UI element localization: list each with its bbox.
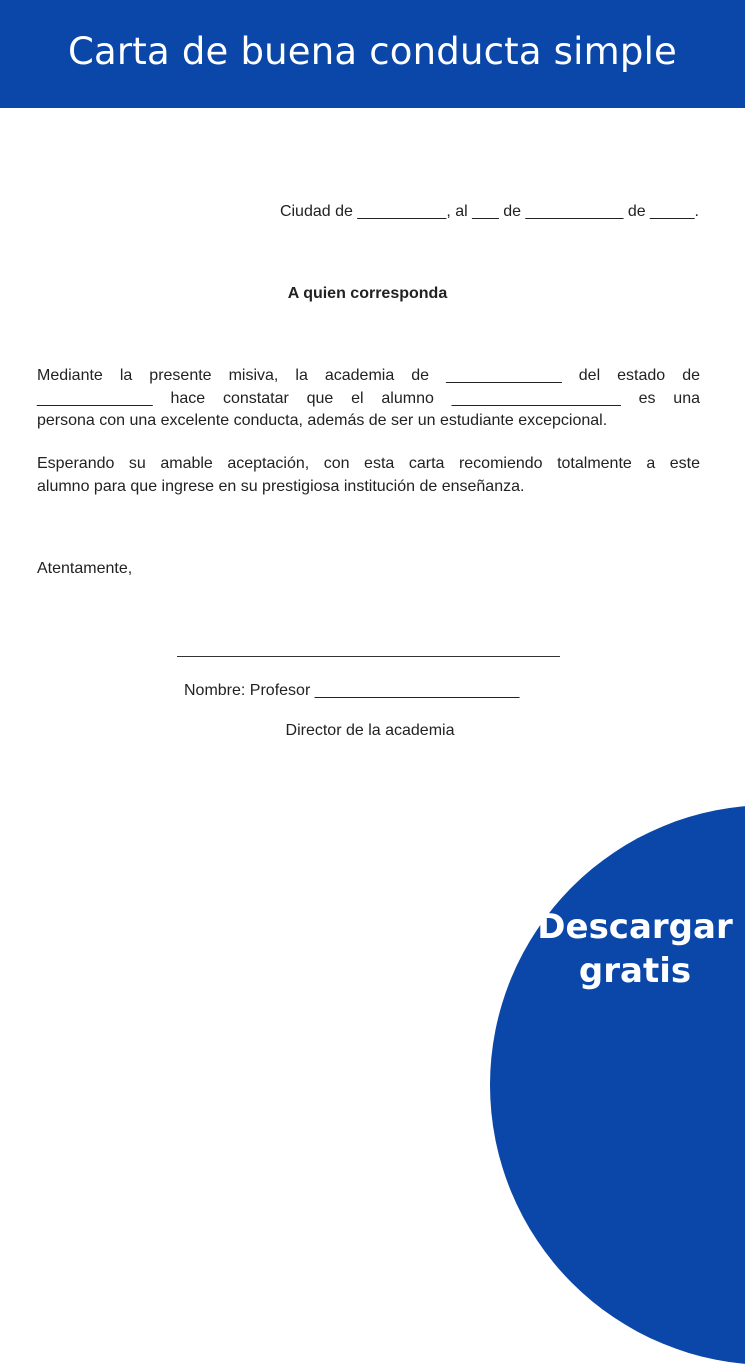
paragraph-line: Esperando su amable aceptación, con esta carta recomiendo totalmente a este [37, 455, 700, 472]
paragraph-line: alumno para que ingrese en su prestigiosa institución de enseñanza. [37, 477, 525, 495]
letter-paragraph-2 [37, 453, 700, 498]
letter-paragraph-1 [37, 365, 700, 433]
download-button[interactable] [490, 805, 745, 1365]
download-label-line-1[interactable]: Descargar [537, 907, 733, 947]
letter-date-line: Ciudad de __________, al ___ de ___________ de _____. [279, 203, 699, 220]
letter-closing: Atentamente, [37, 560, 133, 577]
download-label-line-2[interactable]: gratis [578, 951, 692, 991]
download-button-label[interactable] [530, 905, 740, 993]
signature-title: Director de la academia [285, 722, 455, 739]
letter-salutation: A quien corresponda [287, 285, 448, 302]
signature-line [177, 656, 560, 657]
signature-name: Nombre: Profesor _______________________ [184, 682, 520, 699]
page-title: Carta de buena conducta simple [67, 29, 678, 73]
paragraph-line: _____________ hace constatar que el alumno ___________________ es una [37, 389, 700, 407]
header-banner [0, 0, 745, 108]
paragraph-line: persona con una excelente conducta, además de ser un estudiante excepcional. [37, 412, 608, 429]
paragraph-line: Mediante la presente misiva, la academia de _____________ del estado de [37, 367, 700, 384]
